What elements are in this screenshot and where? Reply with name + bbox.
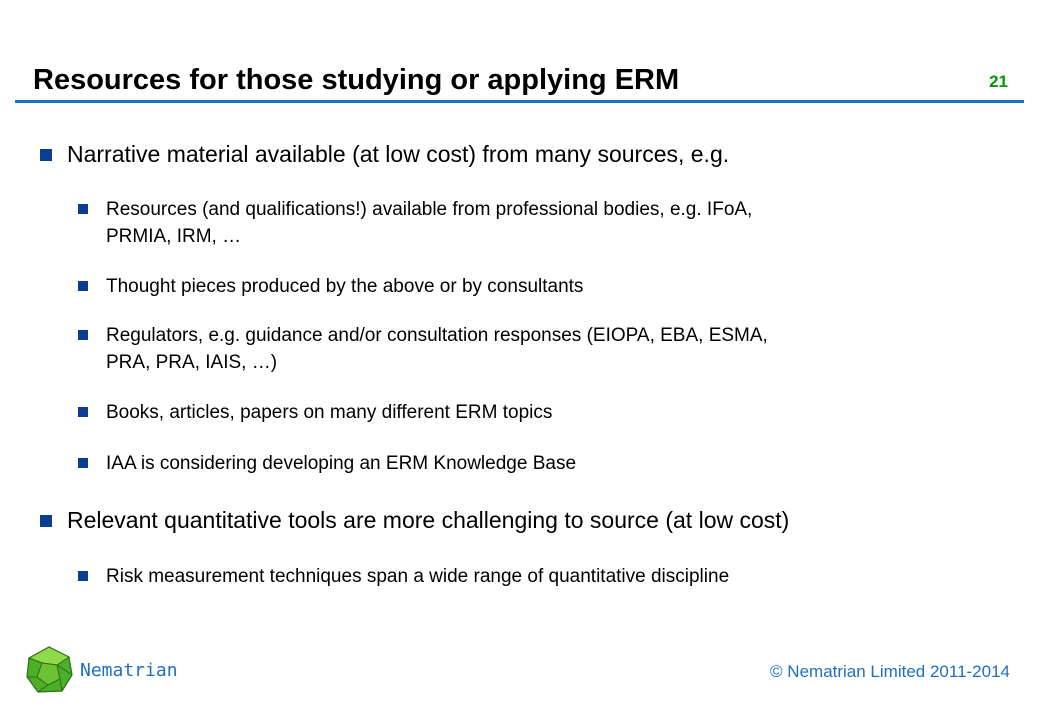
slide-title: Resources for those studying or applying ERM	[33, 64, 680, 96]
bullet-text: Narrative material available (at low cost) from many sources, e.g.	[67, 141, 730, 167]
bullet-marker-icon	[40, 149, 52, 161]
bullet-level1-quantitative-tools	[40, 505, 789, 535]
bullet-level2-regulators	[78, 322, 768, 376]
bullet-text: Risk measurement techniques span a wide range of quantitative discipline	[106, 566, 730, 587]
bullet-level2-professional-bodies	[78, 196, 752, 250]
bullet-text: Thought pieces produced by the above or by consultants	[106, 276, 584, 297]
bullet-text-line: PRMIA, IRM, …	[106, 226, 242, 247]
bullet-level2-iaa	[78, 450, 576, 477]
bullet-level2-risk-measurement	[78, 563, 729, 590]
nematrian-logo-icon	[24, 645, 74, 695]
bullet-marker-icon	[78, 330, 88, 340]
bullet-text: IAA is considering developing an ERM Knowledge Base	[106, 453, 577, 474]
brand-name: Nematrian	[80, 660, 178, 681]
title-divider	[15, 100, 1024, 103]
bullet-marker-icon	[78, 458, 88, 468]
copyright-notice: © Nematrian Limited 2011-2014	[770, 662, 1010, 681]
bullet-text-line: Resources (and qualifications!) available from professional bodies, e.g. IFoA,	[106, 199, 753, 220]
bullet-text	[106, 322, 768, 376]
bullet-text	[106, 196, 752, 250]
bullet-marker-icon	[40, 515, 52, 527]
bullet-text: Books, articles, papers on many different ERM topics	[106, 402, 553, 423]
bullet-level1-narrative	[40, 139, 729, 169]
bullet-text-line: Regulators, e.g. guidance and/or consultation responses (EIOPA, EBA, ESMA,	[106, 325, 768, 346]
slide-number: 21	[989, 72, 1008, 91]
bullet-level2-books	[78, 399, 552, 426]
bullet-level2-thought-pieces	[78, 273, 583, 300]
bullet-marker-icon	[78, 571, 88, 581]
bullet-marker-icon	[78, 407, 88, 417]
bullet-text-line: PRA, PRA, IAIS, …)	[106, 352, 278, 373]
bullet-marker-icon	[78, 281, 88, 291]
bullet-marker-icon	[78, 204, 88, 214]
bullet-text: Relevant quantitative tools are more challenging to source (at low cost)	[67, 507, 790, 533]
